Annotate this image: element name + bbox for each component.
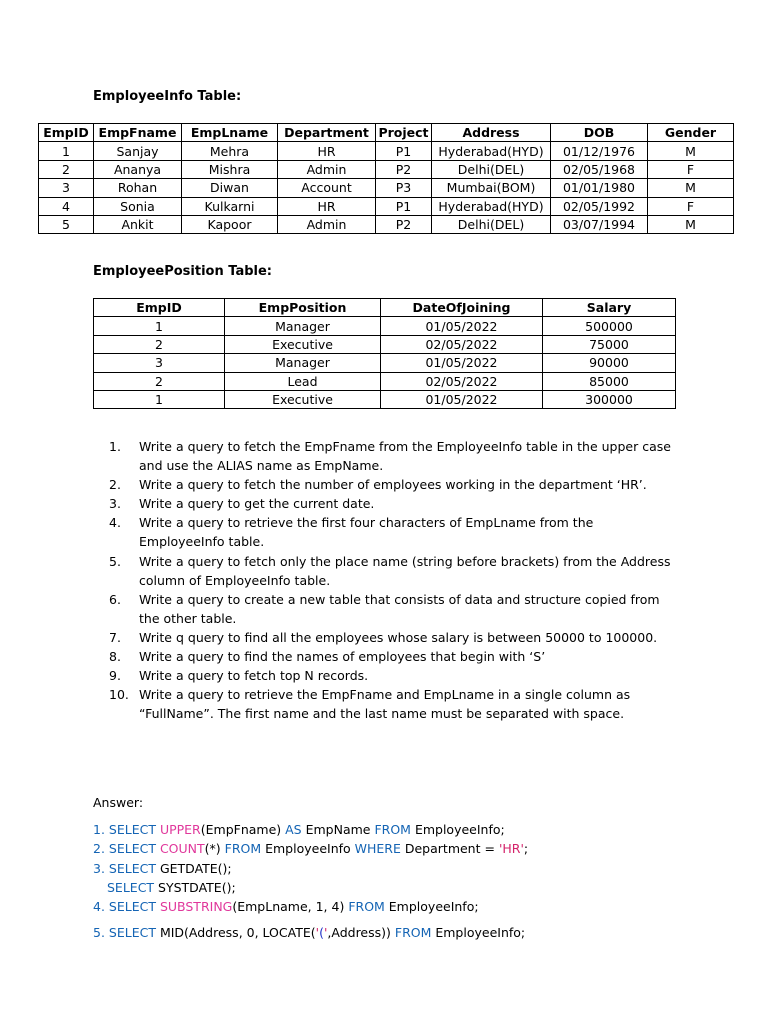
answer-line: 1. SELECT UPPER(EmpFname) AS EmpName FROM EmployeeInfo; [93,822,505,838]
question-text: column of EmployeeInfo table. [139,572,331,588]
question-item [93,513,693,551]
question-text: EmployeeInfo table. [139,534,265,550]
question-item [93,647,693,666]
table-cell: Ankit [94,215,182,233]
question-item [93,494,693,513]
table-row [94,354,676,372]
table-cell: 01/05/2022 [381,317,543,335]
column-header: Address [432,124,551,142]
table-cell: P3 [376,179,432,197]
question-number: 4. [109,515,121,531]
question-text: Write a query to fetch the EmpFname from the EmployeeInfo table in the upper case [139,439,671,454]
table-cell: M [648,142,734,160]
column-header: EmpFname [94,124,182,142]
table-row [94,390,676,408]
table-row [94,317,676,335]
question-item [93,552,693,590]
table-cell: 03/07/1994 [551,215,648,233]
question-number: 7. [109,629,121,645]
column-header: EmpID [94,299,225,317]
table-cell: 3 [39,179,94,197]
question-number: 5. [109,553,121,569]
table-cell: Admin [278,160,376,178]
table-cell: Ananya [94,160,182,178]
question-number: 2. [109,477,121,493]
table-cell: Kapoor [182,215,278,233]
table-cell: M [648,215,734,233]
table-cell: 01/01/1980 [551,179,648,197]
table-cell: 02/05/2022 [381,372,543,390]
table-cell: 02/05/1992 [551,197,648,215]
table-cell: 500000 [543,317,676,335]
answer-line: SELECT SYSTDATE(); [107,879,236,895]
column-header: Project [376,124,432,142]
table-cell: Manager [225,317,381,335]
question-text: Write a query to fetch the number of employees working in the department ‘HR’. [139,477,647,493]
table-cell: Hyderabad(HYD) [432,197,551,215]
employee-info-table [38,123,734,234]
question-item [93,685,693,723]
table-cell: Lead [225,372,381,390]
question-item [93,666,693,685]
table-cell: Account [278,179,376,197]
table-cell: 5 [39,215,94,233]
table-cell: P1 [376,142,432,160]
answer-line: 4. SELECT SUBSTRING(EmpLname, 1, 4) FROM EmployeeInfo; [93,899,479,915]
table-cell: 90000 [543,354,676,372]
employee-position-title: EmployeePosition Table: [93,264,273,279]
table-cell: Executive [225,390,381,408]
answer-code-lines [93,820,713,942]
question-text: Write q query to find all the employees whose salary is between 50000 to 100000. [139,629,658,645]
table-cell: Delhi(DEL) [432,160,551,178]
question-text: and use the ALIAS name as EmpName. [139,458,384,474]
column-header: Gender [648,124,734,142]
column-header: DOB [551,124,648,142]
table-cell: Sanjay [94,142,182,160]
question-number: 8. [109,649,121,665]
table-cell: 01/05/2022 [381,354,543,372]
table-row [39,160,734,178]
table-cell: 02/05/2022 [381,335,543,353]
column-header: EmpPosition [225,299,381,317]
question-text: the other table. [139,610,237,626]
table-cell: M [648,179,734,197]
table-cell: P2 [376,160,432,178]
table-cell: P1 [376,197,432,215]
employee-info-title: EmployeeInfo Table: [93,89,242,104]
question-item [93,590,693,628]
column-header: EmpLname [182,124,278,142]
table-cell: 300000 [543,390,676,408]
question-text: Write a query to find the names of employees that begin with ‘S’ [139,649,546,665]
answer-title: Answer: [93,795,144,810]
table-cell: 1 [94,390,225,408]
table-cell: 2 [39,160,94,178]
table-cell: 4 [39,197,94,215]
question-text: Write a query to retrieve the first four characters of EmpLname from the [139,515,594,531]
table-row [94,335,676,353]
question-number: 3. [109,496,121,512]
table-cell: Executive [225,335,381,353]
question-text: Write a query to get the current date. [139,496,375,512]
table-cell: F [648,197,734,215]
table-cell: 01/05/2022 [381,390,543,408]
table-cell: 2 [94,335,225,353]
question-list [93,437,693,723]
question-number: 6. [109,591,121,607]
column-header: Department [278,124,376,142]
column-header: EmpID [39,124,94,142]
table-cell: Delhi(DEL) [432,215,551,233]
question-number: 9. [109,668,121,684]
question-text: Write a query to create a new table that consists of data and structure copied from [139,591,660,607]
question-item [93,628,693,647]
table-cell: F [648,160,734,178]
table-row [39,197,734,215]
column-header: Salary [543,299,676,317]
table-cell: HR [278,142,376,160]
question-text: Write a query to fetch top N records. [139,668,369,684]
table-cell: 1 [39,142,94,160]
question-text: Write a query to retrieve the EmpFname and EmpLname in a single column as [139,687,631,703]
question-item [93,475,693,494]
table-cell: 01/12/1976 [551,142,648,160]
table-cell: Rohan [94,179,182,197]
answer-line: 3. SELECT GETDATE(); [93,860,232,876]
table-cell: Manager [225,354,381,372]
table-row [94,372,676,390]
table-row [39,142,734,160]
question-number: 1. [109,439,121,454]
answer-line: 2. SELECT COUNT(*) FROM EmployeeInfo WHERE Department = 'HR'; [93,841,529,857]
employee-position-table [93,298,676,409]
table-cell: 1 [94,317,225,335]
answer-section [93,793,713,942]
table-cell: HR [278,197,376,215]
table-cell: Diwan [182,179,278,197]
table-cell: P2 [376,215,432,233]
question-number: 10. [109,687,129,703]
column-header: DateOfJoining [381,299,543,317]
table-cell: 2 [94,372,225,390]
table-cell: Mehra [182,142,278,160]
table-row [39,179,734,197]
table-cell: Mumbai(BOM) [432,179,551,197]
table-cell: Kulkarni [182,197,278,215]
table-cell: 75000 [543,335,676,353]
table-cell: 85000 [543,372,676,390]
question-text: Write a query to fetch only the place name (string before brackets) from the Address [139,553,671,569]
table-cell: 02/05/1968 [551,160,648,178]
table-cell: Admin [278,215,376,233]
table-row [39,215,734,233]
answer-line: 5. SELECT MID(Address, 0, LOCATE('(',Address)) FROM EmployeeInfo; [93,925,526,941]
table-cell: Hyderabad(HYD) [432,142,551,160]
question-text: “FullName”. The first name and the last name must be separated with space. [139,706,625,722]
table-cell: Mishra [182,160,278,178]
table-cell: Sonia [94,197,182,215]
table-cell: 3 [94,354,225,372]
question-item [93,437,693,475]
